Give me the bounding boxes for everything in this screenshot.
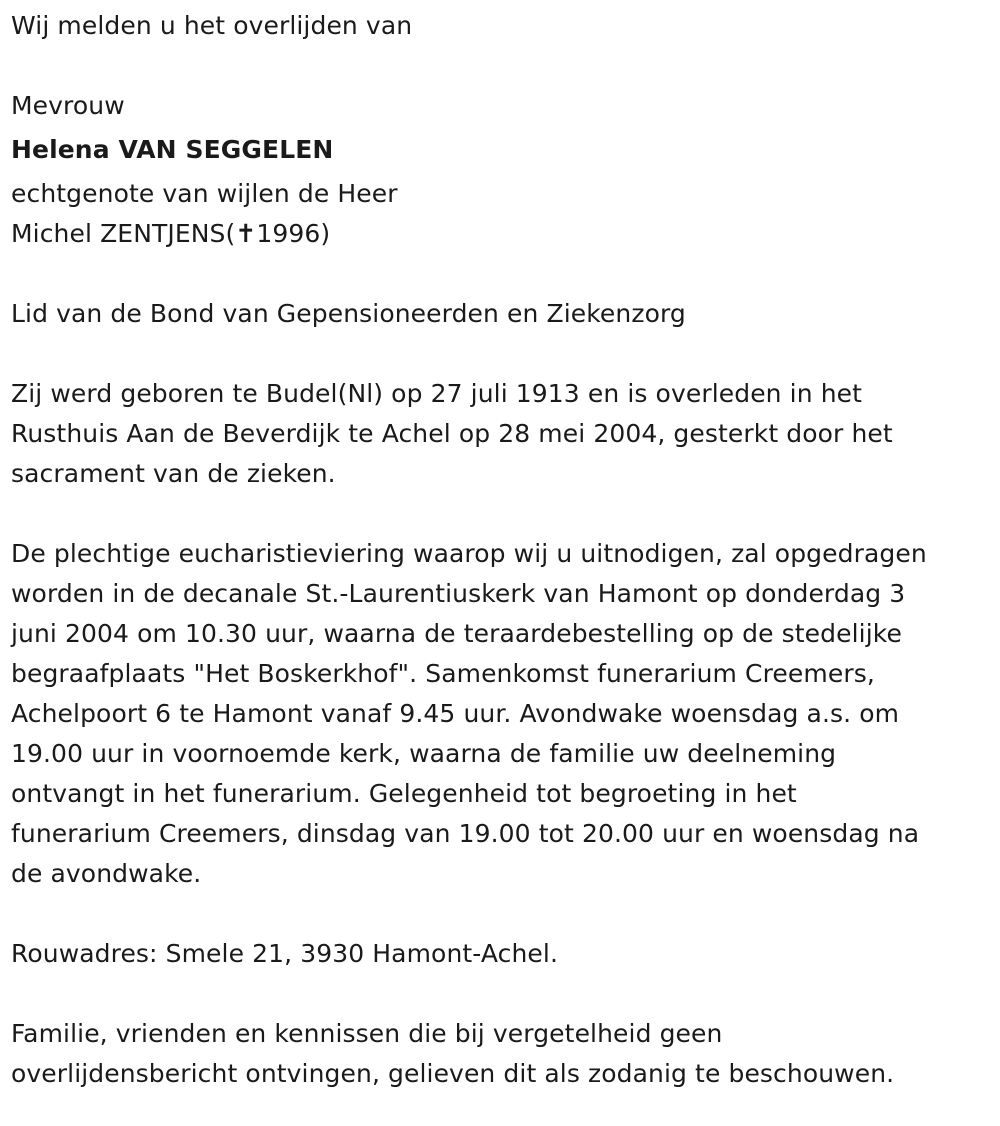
membership-text: Lid van de Bond van Gepensioneerden en Ziekenzorg xyxy=(11,299,686,328)
spouse-name: Michel ZENTJENS(✝1996) xyxy=(11,219,331,248)
paragraph-line: funerarium Creemers, dinsdag van 19.00 tot 20.00 uur en woensdag na xyxy=(11,819,920,848)
paragraph-line: sacrament van de zieken. xyxy=(11,459,336,488)
paragraph-line: Zij werd geboren te Budel(Nl) op 27 juli 1913 en is overleden in het xyxy=(11,379,863,408)
spacer xyxy=(11,46,991,86)
birth-death-paragraph xyxy=(11,374,991,494)
paragraph-line: de avondwake. xyxy=(11,859,202,888)
paragraph-line: De plechtige eucharistieviering waarop wij u uitnodigen, zal opgedragen xyxy=(11,539,927,568)
paragraph-line: juni 2004 om 10.30 uur, waarna de teraardebestelling op de stedelijke xyxy=(11,619,902,648)
intro-text: Wij melden u het overlijden van xyxy=(11,11,413,40)
ceremony-paragraph xyxy=(11,534,991,894)
spacer xyxy=(11,254,991,294)
paragraph-line: worden in de decanale St.-Laurentiuskerk van Hamont op donderdag 3 xyxy=(11,579,906,608)
relation-text: echtgenote van wijlen de Heer xyxy=(11,179,398,208)
closing-paragraph xyxy=(11,1014,991,1094)
paragraph-line: 19.00 uur in voornoemde kerk, waarna de familie uw deelneming xyxy=(11,739,837,768)
spacer xyxy=(11,894,991,934)
paragraph-line: overlijdensbericht ontvingen, gelieven dit als zodanig te beschouwen. xyxy=(11,1059,895,1088)
spacer xyxy=(11,334,991,374)
deceased-name: Helena VAN SEGGELEN xyxy=(11,135,334,164)
spacer xyxy=(11,974,991,1014)
paragraph-line: Rusthuis Aan de Beverdijk te Achel op 28 mei 2004, gesterkt door het xyxy=(11,419,893,448)
spacer xyxy=(11,494,991,534)
salutation: Mevrouw xyxy=(11,91,125,120)
paragraph-line: Achelpoort 6 te Hamont vanaf 9.45 uur. Avondwake woensdag a.s. om xyxy=(11,699,900,728)
mourning-address: Rouwadres: Smele 21, 3930 Hamont-Achel. xyxy=(11,939,558,968)
paragraph-line: Familie, vrienden en kennissen die bij vergetelheid geen xyxy=(11,1019,723,1048)
obituary-notice xyxy=(11,6,991,1094)
paragraph-line: ontvangt in het funerarium. Gelegenheid tot begroeting in het xyxy=(11,779,797,808)
paragraph-line: begraafplaats "Het Boskerkhof". Samenkomst funerarium Creemers, xyxy=(11,659,875,688)
